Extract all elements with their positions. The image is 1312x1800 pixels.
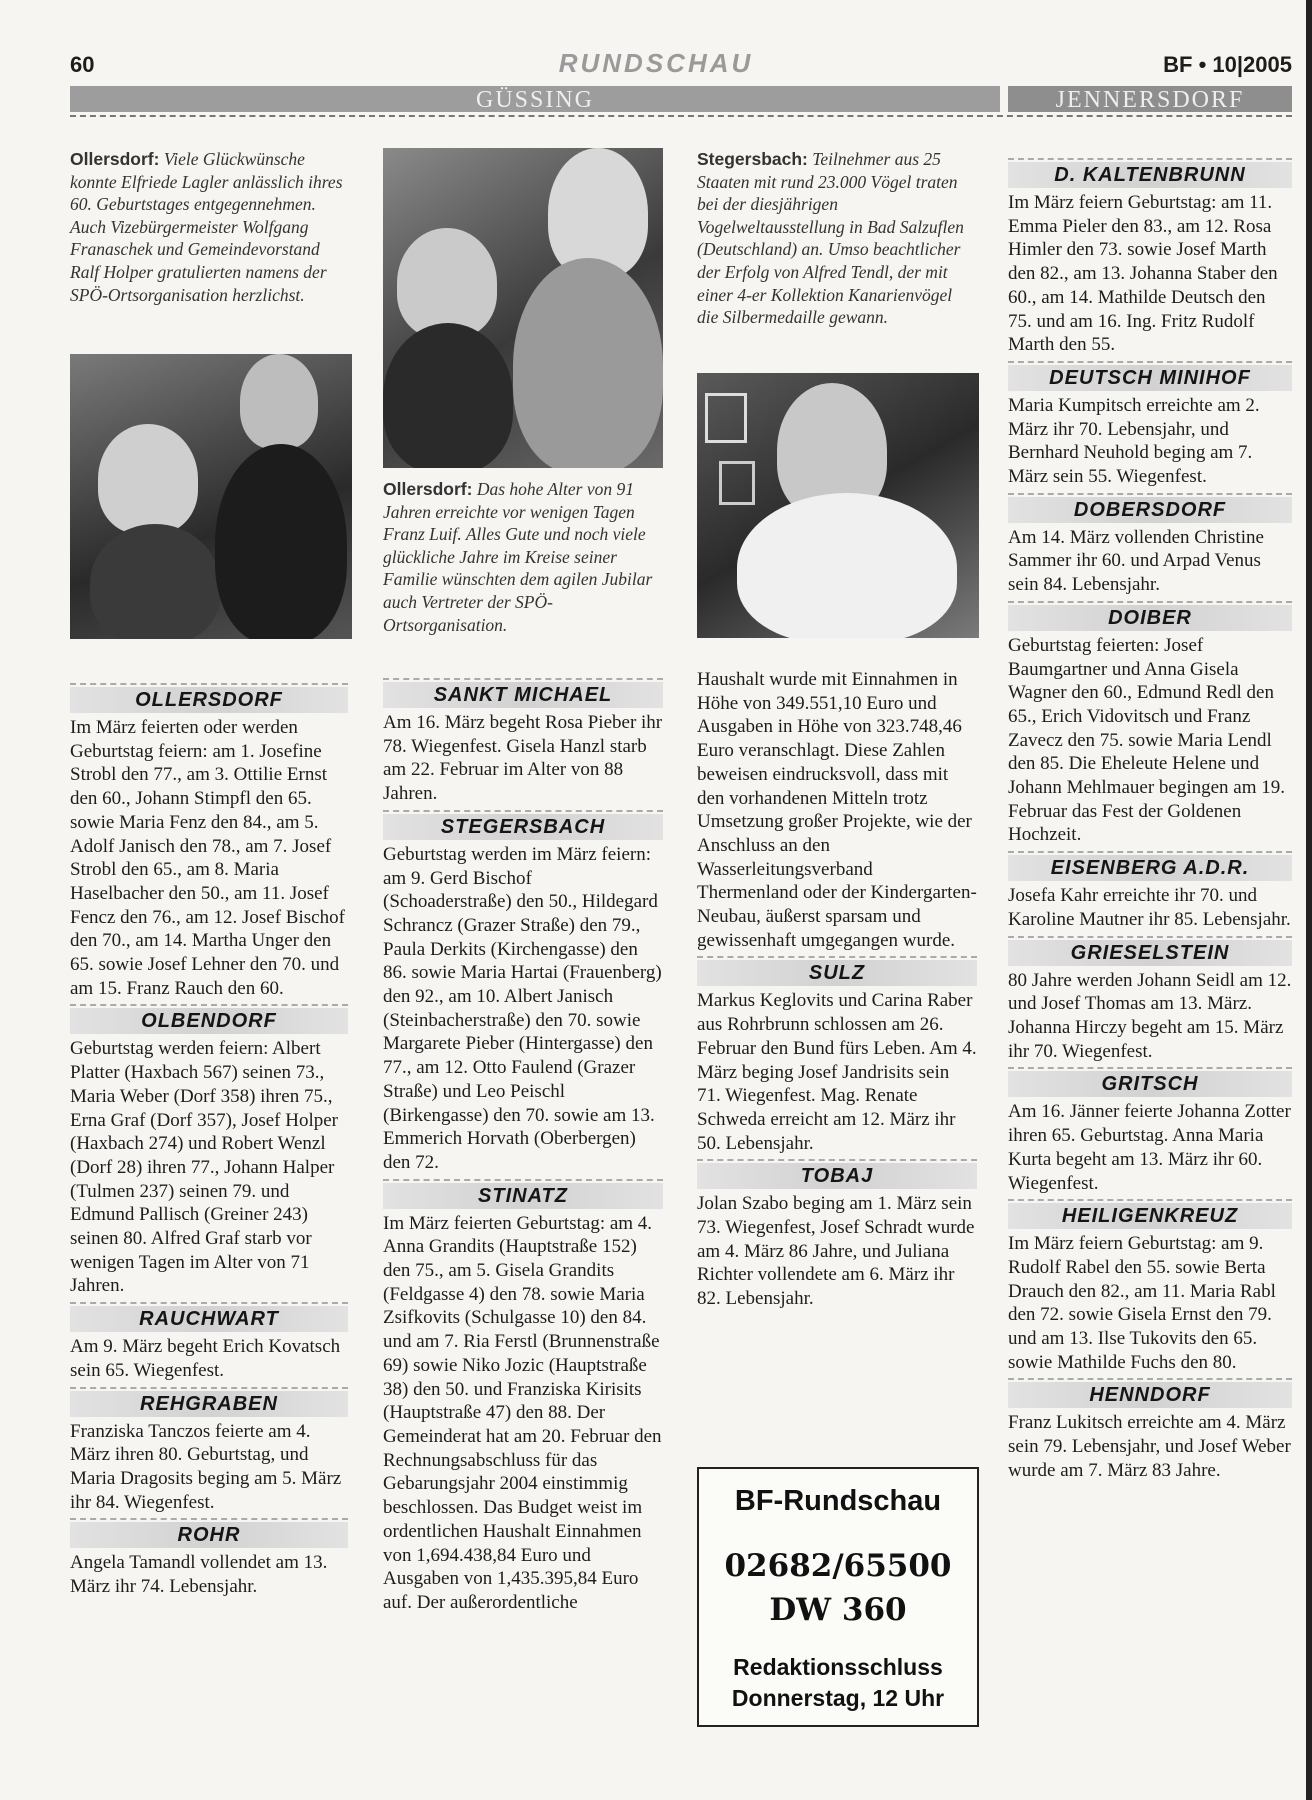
- photo-stegersbach-tendl: [697, 373, 979, 638]
- section-d-kaltenbrunn: [1008, 158, 1292, 357]
- stinatz-continuation: Haushalt wurde mit Einnahmen in Höhe von 349.551,10 Euro und Ausgaben in Höhe von 323.748,46 Euro veranschlagt. Diese Zahlen beweisen eindrucksvoll, dass mit den vorhandenen Mitteln trotz Umsetzung großer Projekte, wie der Anschluss an den Wasserleitungsverband Thermenland oder der Kindergarten-Neubau, äußerst sparsam und gewissenhaft umgegangen wurde.: [697, 669, 977, 951]
- section-text: Franziska Tanczos feierte am 4. März ihren 80. Geburtstag, und Maria Dragosits beging am 5. März ihr 84. Wiegenfest.: [70, 1420, 342, 1513]
- page-number: 60: [70, 52, 95, 77]
- section-rauchwart: [70, 1302, 348, 1382]
- publication-title: RUNDSCHAU: [558, 48, 754, 78]
- picture-frame: [719, 461, 755, 505]
- section-title: D. KALTENBRUNN: [1054, 164, 1246, 186]
- photo-caption-1: [70, 148, 348, 306]
- section-heading: [70, 1387, 348, 1417]
- section-title: DEUTSCH MINIHOF: [1049, 366, 1251, 389]
- caption-place: Stegersbach:: [697, 149, 808, 169]
- ad-phone: 02682/65500: [724, 1548, 952, 1584]
- section-title: SULZ: [808, 962, 866, 985]
- photo-ollersdorf-luif: [383, 148, 663, 468]
- section-title: GRITSCH: [1101, 1073, 1199, 1096]
- section-text: Im März feiern Geburtstag: am 9. Rudolf Rabel den 55. sowie Berta Drauch den 82., am 11. Maria Rabl den 72. sowie Gisela Ernst den 79. und am 13. Ilse Tukovits den 65. sowie Mathilde Fuchs den 80.: [1008, 1233, 1276, 1373]
- section-title: HENNDORF: [1089, 1384, 1211, 1407]
- section-dobersdorf: [1008, 493, 1292, 597]
- column-3: [697, 668, 977, 1311]
- section-text: Am 14. März vollenden Christine Sammer ihr 60. und Arpad Venus sein 84. Lebensjahr.: [1008, 526, 1264, 596]
- section-text: Franz Lukitsch erreichte am 4. März sein 79. Lebensjahr, und Josef Weber wurde am 7. März 83 Jahre.: [1008, 1412, 1291, 1481]
- section-text: Im März feierten oder werden Geburtstag feiern: am 1. Josefine Strobl den 77., am 3. Ottilie Ernst den 60., Johann Stimpfl den 65. sowie Maria Fenz den 84., am 5. Adolf Janisch den 78., am 7. Josef Strobl den 65., am 8. Maria Haselbacher den 50., am 11. Josef Fencz den 76., am 12. Josef Bischof den 70., am 14. Martha Unger den 65. sowie Josef Lehner den 70. und am 15. Franz Rauch den 60.: [70, 717, 345, 999]
- section-text: Geburtstag werden feiern: Albert Platter (Haxbach 567) seinen 73., Maria Weber (Dorf 358) ihren 75., Erna Graf (Dorf 357), Josef Holper (Haxbach 274) und Robert Wenzl (Dorf 28) ihren 77., Johann Halper (Tulmen 237) seinen 79. und Edmund Pallisch (Greiner 243) seinen 80. Alfred Graf starb vor wenigen Tagen im Alter von 71 Jahren.: [70, 1038, 339, 1297]
- section-heading: [1008, 493, 1292, 523]
- section-deutsch-minihof: [1008, 361, 1292, 489]
- photo-figure: [215, 444, 347, 639]
- photo-figure: [90, 524, 220, 639]
- section-heading: [1008, 1067, 1292, 1097]
- section-sankt-michael: [383, 678, 663, 806]
- region-label-guessing: GÜSSING: [475, 87, 594, 113]
- section-text: 80 Jahre werden Johann Seidl am 12. und Josef Thomas am 13. März. Johanna Hirczy begeht am 15. März ihr 70. Wiegenfest.: [1008, 969, 1292, 1062]
- photo-caption-2: [383, 478, 663, 636]
- photo-figure: [513, 258, 663, 468]
- photo-figure: [383, 323, 513, 468]
- section-heading: [1008, 601, 1292, 631]
- section-stegersbach: [383, 810, 663, 1175]
- section-text: Geburtstag werden im März feiern: am 9. Gerd Bischof (Schoaderstraße) den 50., Hildegard Schrancz (Grazer Straße) den 79., Paula Derkits (Kirchengasse) den 86. sowie Maria Hartai (Frauenberg) den 92., am 10. Albert Janisch (Steinbacherstraße) den 70. sowie Margarete Pieber (Hintergasse) den 77., am 12. Otto Faulend (Grazer Straße) und Leo Peischl (Birkengasse) den 70. sowie am 13. Emmerich Horvath (Oberbergen) den 72.: [383, 843, 662, 1173]
- section-eisenberg: [1008, 851, 1292, 931]
- section-text: Josefa Kahr erreichte ihr 70. und Karoline Mautner ihr 85. Lebensjahr.: [1008, 885, 1291, 930]
- region-band-guessing: [70, 86, 1000, 112]
- photo-figure: [737, 493, 957, 638]
- column-2: [383, 674, 663, 1615]
- photo-caption-3: [697, 148, 977, 329]
- section-heading: [70, 1004, 348, 1034]
- photo-figure: [98, 424, 198, 534]
- section-tobaj: [697, 1159, 977, 1311]
- photo-ollersdorf-lagler: [70, 354, 352, 639]
- section-sulz: [697, 956, 977, 1155]
- column-4: [1008, 154, 1292, 1483]
- section-heading: [70, 1302, 348, 1332]
- caption-place: Ollersdorf:: [70, 149, 160, 169]
- section-text: Am 9. März begeht Erich Kovatsch sein 65. Wiegenfest.: [70, 1336, 341, 1381]
- section-rohr: [70, 1518, 348, 1598]
- section-text: Geburtstag feierten: Josef Baumgartner und Anna Gisela Wagner den 60., Edmund Redl den 65., Erich Vidovitsch und Franz Zavecz den 75. sowie Maria Lendl den 85. Die Eheleute Helene und Johann Mehlmauer begingen am 19. Februar das Fest der Goldenen Hochzeit.: [1008, 634, 1286, 846]
- section-heading: [1008, 1199, 1292, 1229]
- caption-text: Viele Glückwünsche konnte Elfriede Lagler anlässlich ihres 60. Geburtstages entgegennehmen. Auch Vizebürgermeister Wolfgang Franaschek und Gemeindevorstand Ralf Holper gratulierten namens der SPÖ-Ortsorganisation herzlichst.: [70, 149, 343, 305]
- section-text: Angela Tamandl vollendet am 13. März ihr 74. Lebensjahr.: [70, 1552, 328, 1598]
- section-stinatz: [383, 1179, 663, 1615]
- ad-title: BF-Rundschau: [734, 1485, 942, 1517]
- section-heading: [70, 1518, 348, 1548]
- section-heading: [70, 683, 348, 713]
- region-band-jennersdorf: [1008, 86, 1292, 112]
- section-heading: [697, 956, 977, 986]
- section-heading: [1008, 851, 1292, 881]
- section-heading: [383, 1179, 663, 1209]
- section-title: RAUCHWART: [139, 1308, 279, 1331]
- section-title: ROHR: [177, 1524, 241, 1547]
- caption-text: Das hohe Alter von 91 Jahren erreichte vor wenigen Tagen Franz Luif. Alles Gute und noch viele glückliche Jahre im Kreise seiner Familie wünschten dem agilen Jubilar auch Vertreter der SPÖ-Ortsorganisation.: [383, 479, 653, 635]
- section-rehgraben: [70, 1387, 348, 1515]
- caption-text: Teilnehmer aus 25 Staaten mit rund 23.000 Vögel traten bei der diesjährigen Vogelweltausstellung in Bad Salzuflen (Deutschland) an. Umso beachtlicher der Erfolg von Alfred Tendl, der mit einer 4-er Kollektion Kanarienvögel die Silbermedaille gewann.: [697, 149, 964, 328]
- section-doiber: [1008, 601, 1292, 847]
- section-title: SANKT MICHAEL: [433, 684, 613, 706]
- section-title: EISENBERG A.D.R.: [1050, 857, 1250, 880]
- section-text: Jolan Szabo beging am 1. März sein 73. Wiegenfest, Josef Schradt wurde am 4. März 86 Jahre, und Juliana Richter vollendete am 6. März ihr 82. Lebensjahr.: [697, 1193, 975, 1310]
- section-text: Maria Kumpitsch erreichte am 2. März ihr 70. Lebensjahr, und Bernhard Neuhold beging am 7. März sein 55. Wiegenfest.: [1008, 394, 1260, 488]
- photo-figure: [240, 354, 318, 449]
- section-title: HEILIGENKREUZ: [1061, 1205, 1239, 1228]
- section-olbendorf: [70, 1004, 348, 1298]
- section-grieselstein: [1008, 936, 1292, 1064]
- section-text: Am 16. Jänner feierte Johanna Zotter ihren 65. Geburtstag. Anna Maria Kurta begeht am 13. März ihr 60. Wiegenfest.: [1008, 1101, 1291, 1194]
- section-title: TOBAJ: [800, 1165, 874, 1188]
- issue-label: BF • 10|2005: [1163, 52, 1292, 77]
- ad-extension: DW 360: [769, 1592, 907, 1628]
- section-title: STINATZ: [478, 1184, 568, 1207]
- column-1: [70, 679, 348, 1599]
- section-ollersdorf: [70, 683, 348, 1000]
- section-title: DOIBER: [1108, 606, 1192, 629]
- section-heiligenkreuz: [1008, 1199, 1292, 1374]
- section-title: DOBERSDORF: [1073, 498, 1227, 521]
- caption-place: Ollersdorf:: [383, 479, 473, 499]
- section-heading: [383, 678, 663, 708]
- editorial-info-box: [697, 1467, 979, 1727]
- section-text: Markus Keglovits und Carina Raber aus Rohrbrunn schlossen am 26. Februar den Bund fürs Leben. Am 4. März beging Josef Jandrisits sein 71. Wiegenfest. Mag. Renate Schweda erreicht am 12. März ihr 50. Lebensjahr.: [697, 990, 977, 1154]
- section-gritsch: [1008, 1067, 1292, 1195]
- page-edge: [1306, 0, 1312, 1800]
- section-heading: [1008, 1378, 1292, 1408]
- section-title: REHGRABEN: [140, 1392, 278, 1415]
- section-heading: [697, 1159, 977, 1189]
- section-heading: [1008, 361, 1292, 391]
- section-title: STEGERSBACH: [440, 815, 606, 838]
- section-title: GRIESELSTEIN: [1070, 941, 1230, 964]
- section-text: Am 16. März begeht Rosa Pieber ihr 78. Wiegenfest. Gisela Hanzl starb am 22. Februar im Alter von 88 Jahren.: [383, 712, 663, 805]
- region-label-jennersdorf: JENNERSDORF: [1055, 87, 1245, 113]
- ad-deadline-time: Donnerstag, 12 Uhr: [731, 1685, 945, 1711]
- section-title: OLBENDORF: [141, 1010, 277, 1033]
- section-title: OLLERSDORF: [135, 689, 283, 711]
- picture-frame: [705, 393, 747, 443]
- section-henndorf: [1008, 1378, 1292, 1482]
- section-text: Im März feierten Geburtstag: am 4. Anna Grandits (Hauptstraße 152) den 75., am 5. Gisela Grandits (Feldgasse 4) den 78. sowie Maria Zsifkovits (Schulgasse 10) den 84. und am 7. Ria Ferstl (Brunnenstraße 69) sowie Niko Jozic (Hauptstraße 38) den 50. und Franziska Kirisits (Hauptstraße 47) den 88. Der Gemeinderat hat am 20. Februar den Rechnungsabschluss für das Gebarungsjahr 2004 einstimmig beschlossen. Das Budget weist im ordentlichen Haushalt Einnahmen von 1,694.438,84 Euro und Ausgaben von 1,435.395,84 Euro auf. Der außerordentliche: [383, 1212, 662, 1613]
- section-text: Im März feiern Geburtstag: am 11. Emma Pieler den 83., am 12. Rosa Himler den 73. sowie Josef Marth den 82., am 13. Johanna Staber den 60., am 14. Mathilde Deutsch den 75. und am 16. Ing. Fritz Rudolf Marth den 55.: [1008, 192, 1278, 356]
- section-heading: [1008, 158, 1292, 188]
- photo-figure: [397, 228, 497, 338]
- section-heading: [1008, 936, 1292, 966]
- section-heading: [383, 810, 663, 840]
- header-divider: [70, 115, 1292, 117]
- ad-deadline-label: Redaktionsschluss: [733, 1654, 943, 1680]
